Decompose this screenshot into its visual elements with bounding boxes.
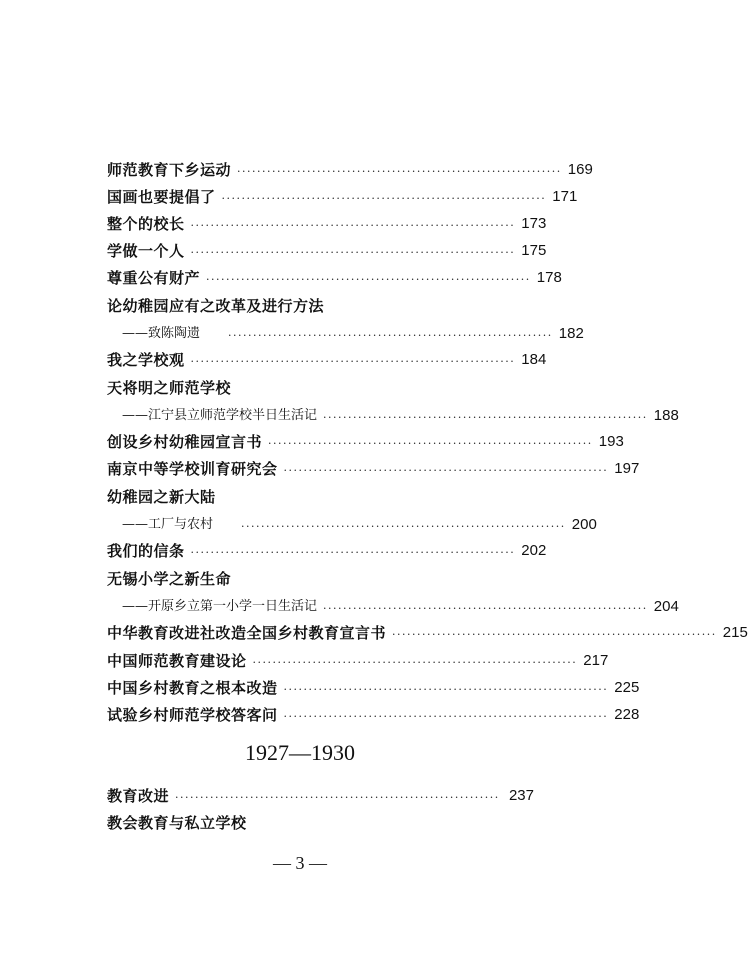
toc-entry-title: 国画也要提倡了 — [107, 188, 216, 206]
toc-leader-dots: ································································· — [228, 329, 553, 342]
toc-entry-title: 整个的校长 — [107, 215, 185, 233]
toc-entry-page: 215 — [722, 624, 748, 641]
toc-entry-title: 南京中等学校训育研究会 — [107, 460, 278, 478]
toc-leader-dots: ································································· — [283, 683, 609, 696]
toc-leader-dots: ································································· — [206, 273, 531, 286]
toc-leader-dots: ································································· — [323, 411, 648, 424]
toc-entry — [107, 619, 748, 643]
toc-entry — [107, 156, 593, 180]
toc-entry-title: 天将明之师范学校 — [107, 379, 232, 397]
toc-entry — [107, 237, 547, 261]
toc-entry — [107, 264, 562, 288]
toc-leader-dots: ································································· — [283, 710, 609, 723]
toc-entry-title: 师范教育下乡运动 — [107, 161, 232, 179]
toc-entry-title: 我之学校观 — [107, 351, 185, 369]
toc-entry-page: 184 — [521, 351, 547, 368]
toc-leader-dots: ································································· — [268, 437, 593, 450]
toc-subentry — [122, 320, 584, 344]
toc-entry — [107, 674, 640, 698]
toc-leader-dots: ································································· — [190, 246, 516, 259]
toc-entry-title: 学做一个人 — [107, 242, 185, 260]
toc-leader-dots: ································································· — [190, 546, 516, 559]
toc-subentry-title: ——开原乡立第一小学一日生活记 — [122, 599, 318, 614]
toc-entry-page: 200 — [571, 516, 597, 533]
toc-entry — [107, 483, 534, 507]
toc-leader-dots: ································································· — [175, 791, 500, 804]
page-number: — 3 — — [273, 853, 327, 873]
toc-entry — [107, 455, 640, 479]
toc-entry-title: 幼稚园之新大陆 — [107, 488, 216, 506]
toc-leader-dots: ································································· — [283, 464, 609, 477]
toc-subentry — [122, 593, 679, 617]
toc-entry-page: 178 — [536, 269, 562, 286]
toc-entry — [107, 346, 547, 370]
toc-entry-page: 193 — [598, 433, 624, 450]
toc-entry-page: 182 — [558, 325, 584, 342]
toc-leader-dots: ································································· — [323, 602, 648, 615]
toc-entry — [107, 701, 640, 725]
toc-leader-dots: ································································· — [252, 656, 578, 669]
toc-entry — [107, 374, 534, 398]
toc-entry-title: 教会教育与私立学校 — [107, 814, 247, 832]
toc-leader-dots: ································································· — [190, 355, 516, 368]
toc-entry-title: 无锡小学之新生命 — [107, 570, 232, 588]
toc-leader-dots: ································································· — [392, 628, 717, 641]
toc-entry-title: 教育改进 — [107, 787, 170, 805]
toc-entry-page: 175 — [521, 242, 547, 259]
toc-entry-page: 171 — [552, 188, 578, 205]
toc-entry-page: 225 — [614, 679, 640, 696]
toc-entry-title: 论幼稚园应有之改革及进行方法 — [107, 297, 325, 315]
toc-entry-page: 237 — [508, 787, 534, 804]
toc-subentry-title: ——江宁县立师范学校半日生活记 — [122, 408, 318, 423]
toc-entry — [107, 647, 609, 671]
toc-entry-title: 创设乡村幼稚园宣言书 — [107, 433, 263, 451]
toc-entry-page: 202 — [521, 542, 547, 559]
toc-subentry-title: ——致陈陶遗 — [122, 326, 201, 341]
toc-subentry-title: ——工厂与农村 — [122, 517, 214, 532]
toc-entry-title: 尊重公有财产 — [107, 269, 201, 287]
toc-leader-dots: ································································· — [221, 192, 547, 205]
toc-leader-dots: ································································· — [190, 219, 516, 232]
toc-entry — [107, 809, 534, 833]
toc-entry-page: 204 — [653, 598, 679, 615]
toc-entry-page: 197 — [614, 460, 640, 477]
toc-entry — [107, 210, 547, 234]
toc-entry — [107, 537, 547, 561]
toc-entry-title: 我们的信条 — [107, 542, 185, 560]
toc-entry-title: 中华教育改进社改造全国乡村教育宣言书 — [107, 624, 387, 642]
toc-entry — [107, 782, 534, 806]
section-heading: 1927—1930 — [245, 740, 355, 765]
toc-entry-page: 188 — [653, 407, 679, 424]
toc-leader-dots: ································································· — [241, 520, 566, 533]
toc-entry-page: 217 — [583, 652, 609, 669]
toc-entry-title: 中国师范教育建设论 — [107, 652, 247, 670]
toc-entry-page: 173 — [521, 215, 547, 232]
toc-entry — [107, 183, 578, 207]
toc-subentry — [122, 511, 597, 535]
toc-entry — [107, 292, 534, 316]
toc-entry-page: 228 — [614, 706, 640, 723]
toc-subentry — [122, 402, 679, 426]
toc-leader-dots: ································································· — [237, 165, 562, 178]
toc-entry — [107, 565, 534, 589]
toc-entry-title: 中国乡村教育之根本改造 — [107, 679, 278, 697]
toc-entry-page: 169 — [567, 161, 593, 178]
toc-entry — [107, 428, 624, 452]
toc-entry-title: 试验乡村师范学校答客问 — [107, 706, 278, 724]
